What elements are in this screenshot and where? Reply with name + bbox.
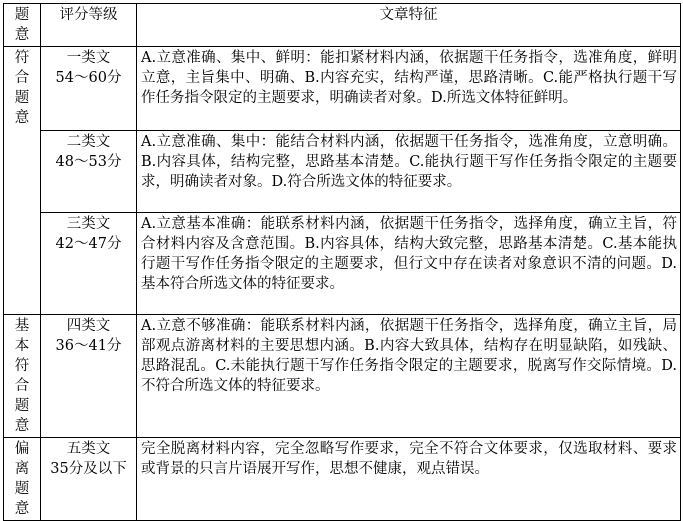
table-row	[4, 131, 681, 213]
feature-description: A.立意基本准确：能联系材料内涵，依据题干任务指令，选择角度，确立主旨，符合材料内容及含意范围。B.内容具体，结构大致完整，思路基本清楚。C.基本能执行题干写作任务指令限定的主题要求，但行文中存在读者对象意识不清的问题。D.基本符合所选文体的特征要求。	[137, 213, 681, 315]
table-row	[4, 47, 681, 131]
grade-name: 三类文	[66, 216, 111, 232]
grade-range: 42～47分	[55, 236, 122, 252]
group-cell-deviate: 偏离题意	[4, 438, 41, 521]
table-row	[4, 213, 681, 315]
group-cell-basic: 基本符合题意	[4, 315, 41, 438]
grade-range: 48～53分	[55, 154, 122, 170]
grade-name: 一类文	[66, 50, 111, 66]
table-row	[4, 315, 681, 438]
grade-cell	[41, 47, 137, 131]
header-grade: 评分等级	[41, 4, 137, 47]
grade-cell	[41, 213, 137, 315]
header-features: 文章特征	[137, 4, 681, 47]
group-cell-conform: 符合题意	[4, 47, 41, 315]
header-topic: 题意	[4, 4, 41, 47]
grade-range: 36～41分	[55, 338, 122, 354]
grade-name: 四类文	[66, 318, 111, 334]
grade-name: 二类文	[66, 134, 111, 150]
feature-description: A.立意不够准确：能联系材料内涵，依据题干任务指令，选择角度，确立主旨，局部观点游离材料的主要思想内涵。B.内容大致具体，结构存在明显缺陷，如残缺、思路混乱。C.未能执行题干写作任务指令限定的主题要求，脱离写作交际情境。D.不符合所选文体的特征要求。	[137, 315, 681, 438]
grade-range: 54～60分	[55, 70, 122, 86]
feature-description: A.立意准确、集中：能结合材料内涵，依据题干任务指令，选准角度，立意明确。B.内容具体，结构完整，思路基本清楚。C.能执行题干写作任务指令限定的主题要求，明确读者对象。D.符合所选文体的特征要求。	[137, 131, 681, 213]
feature-description: A.立意准确、集中、鲜明：能扣紧材料内涵，依据题干任务指令，选准角度，鲜明立意，主旨集中、明确、B.内容充实，结构严谨，思路清晰。C.能严格执行题干写作任务指令限定的主题要求，明确读者对象。D.所选文体特征鲜明。	[137, 47, 681, 131]
feature-description: 完全脱离材料内容，完全忽略写作要求，完全不符合文体要求，仅选取材料、要求或背景的只言片语展开写作，思想不健康，观点错误。	[137, 438, 681, 521]
grade-cell	[41, 315, 137, 438]
header-row	[4, 4, 681, 47]
scoring-rubric-table	[3, 3, 681, 521]
grade-cell	[41, 131, 137, 213]
grade-range: 35分及以下	[50, 461, 127, 477]
grade-name: 五类文	[66, 441, 111, 457]
grade-cell	[41, 438, 137, 521]
table-row	[4, 438, 681, 521]
